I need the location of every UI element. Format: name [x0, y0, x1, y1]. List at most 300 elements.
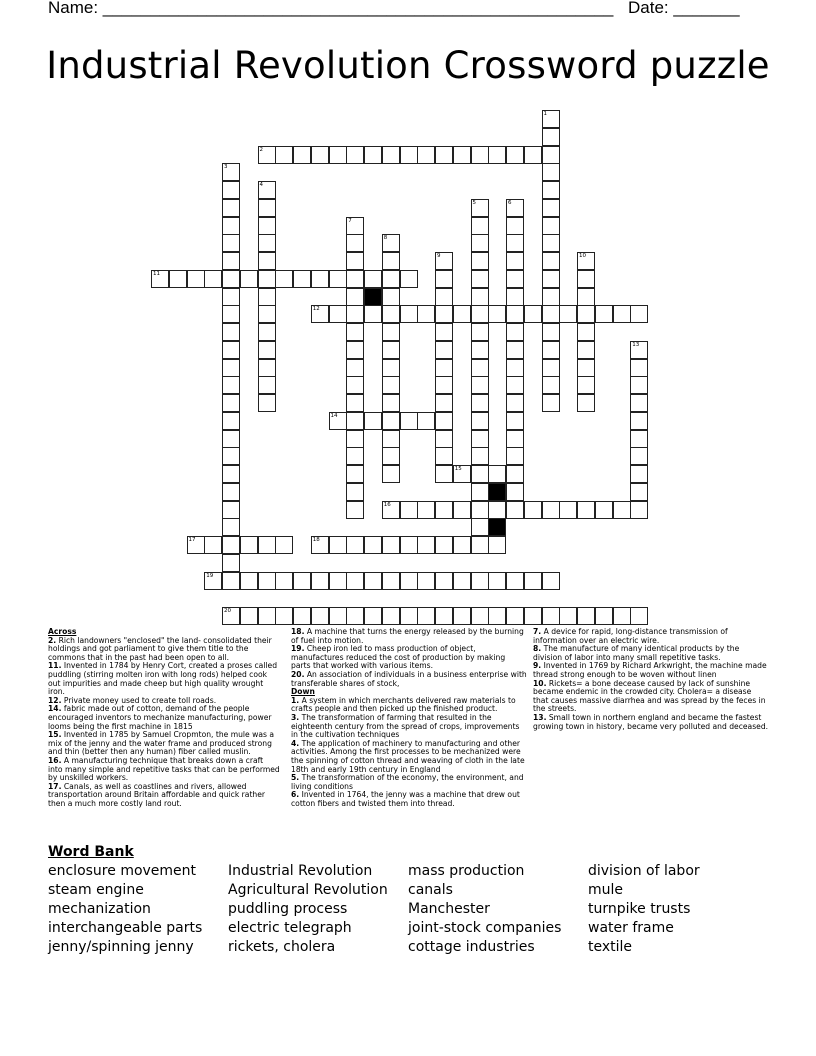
crossword-cell[interactable]: [488, 572, 506, 590]
crossword-cell[interactable]: [382, 607, 400, 625]
across-clue: [48, 757, 280, 783]
crossword-cell[interactable]: [222, 376, 240, 394]
crossword-cell[interactable]: [471, 465, 489, 483]
crossword-cell[interactable]: [542, 270, 560, 288]
crossword-cell[interactable]: [311, 270, 329, 288]
down-clue: [533, 680, 769, 714]
clue-number-11: 11: [153, 270, 160, 277]
crossword-cell[interactable]: [346, 146, 364, 164]
crossword-cell[interactable]: [435, 341, 453, 359]
crossword-cell[interactable]: [488, 607, 506, 625]
crossword-cell[interactable]: [471, 607, 489, 625]
crossword-cell[interactable]: [506, 412, 524, 430]
crossword-cell[interactable]: [258, 394, 276, 412]
crossword-cell[interactable]: [417, 572, 435, 590]
crossword-cell[interactable]: [258, 359, 276, 377]
crossword-cell[interactable]: [240, 536, 258, 554]
crossword-cell[interactable]: [222, 483, 240, 501]
crossword-cell[interactable]: [346, 376, 364, 394]
clue-text: The transformation of farming that resulted in the eighteenth century from the spread of crops, improvements in the cultivation techniques: [291, 712, 520, 740]
crossword-cell[interactable]: [630, 607, 648, 625]
crossword-cell[interactable]: [542, 217, 560, 235]
crossword-cell[interactable]: [364, 607, 382, 625]
crossword-cell[interactable]: [311, 607, 329, 625]
crossword-cell[interactable]: [400, 572, 418, 590]
crossword-cell[interactable]: [506, 288, 524, 306]
date-line[interactable]: Date: _______: [628, 0, 740, 17]
crossword-cell[interactable]: [471, 359, 489, 377]
crossword-cell[interactable]: [346, 252, 364, 270]
crossword-cell[interactable]: [364, 270, 382, 288]
crossword-cell[interactable]: [471, 305, 489, 323]
crossword-cell[interactable]: [222, 341, 240, 359]
crossword-cell[interactable]: [506, 376, 524, 394]
crossword-cell[interactable]: [613, 501, 631, 519]
crossword-cell[interactable]: [417, 412, 435, 430]
crossword-cell[interactable]: [630, 447, 648, 465]
crossword-cell[interactable]: [471, 572, 489, 590]
crossword-cell[interactable]: [346, 501, 364, 519]
crossword-cell[interactable]: [329, 572, 347, 590]
crossword-cell[interactable]: [453, 607, 471, 625]
crossword-cell[interactable]: [630, 501, 648, 519]
clue-number: 11.: [48, 661, 62, 671]
crossword-cell[interactable]: [471, 430, 489, 448]
crossword-cell[interactable]: [595, 501, 613, 519]
clue-number: 2.: [48, 635, 57, 645]
crossword-cell[interactable]: [275, 536, 293, 554]
crossword-cell[interactable]: [222, 412, 240, 430]
clue-number: 17.: [48, 781, 62, 791]
crossword-cell[interactable]: [577, 288, 595, 306]
crossword-cell[interactable]: [382, 146, 400, 164]
crossword-cell[interactable]: [577, 376, 595, 394]
crossword-cell[interactable]: [630, 376, 648, 394]
down-clue: [533, 662, 769, 679]
crossword-cell[interactable]: [329, 536, 347, 554]
crossword-cell[interactable]: [542, 394, 560, 412]
crossword-cell[interactable]: [471, 323, 489, 341]
crossword-cell[interactable]: [435, 305, 453, 323]
crossword-cell[interactable]: [613, 305, 631, 323]
crossword-cell[interactable]: [577, 305, 595, 323]
crossword-cell[interactable]: [258, 536, 276, 554]
crossword-cell[interactable]: [329, 270, 347, 288]
crossword-cell[interactable]: [222, 181, 240, 199]
across-clue: [48, 705, 280, 731]
clue-number-3: 3: [224, 164, 228, 171]
crossword-cell[interactable]: [258, 181, 276, 199]
crossword-cell[interactable]: [346, 217, 364, 235]
crossword-cell[interactable]: [542, 305, 560, 323]
crossword-cell[interactable]: [222, 394, 240, 412]
crossword-cell[interactable]: [222, 518, 240, 536]
clue-number-9: 9: [437, 253, 441, 259]
crossword-cell[interactable]: [435, 412, 453, 430]
crossword-cell[interactable]: [258, 305, 276, 323]
crossword-cell[interactable]: [382, 465, 400, 483]
crossword-cell[interactable]: [506, 217, 524, 235]
crossword-cell[interactable]: [222, 359, 240, 377]
crossword-cell[interactable]: [204, 572, 222, 590]
crossword-cell[interactable]: [453, 305, 471, 323]
crossword-cell[interactable]: [382, 447, 400, 465]
crossword-cell[interactable]: [471, 199, 489, 217]
crossword-cell[interactable]: [542, 234, 560, 252]
crossword-cell[interactable]: [524, 146, 542, 164]
crossword-cell[interactable]: [471, 412, 489, 430]
crossword-cell[interactable]: [435, 288, 453, 306]
crossword-cell[interactable]: [506, 483, 524, 501]
crossword-cell[interactable]: [382, 305, 400, 323]
crossword-cell[interactable]: [488, 305, 506, 323]
crossword-cell[interactable]: [435, 501, 453, 519]
crossword-cell[interactable]: [382, 234, 400, 252]
crossword-cell[interactable]: [435, 465, 453, 483]
crossword-cell[interactable]: [222, 430, 240, 448]
crossword-cell[interactable]: [524, 572, 542, 590]
crossword-cell[interactable]: [506, 359, 524, 377]
down-clue: [533, 645, 769, 662]
crossword-cell[interactable]: [329, 305, 347, 323]
crossword-cell[interactable]: [275, 607, 293, 625]
crossword-cell[interactable]: [329, 607, 347, 625]
crossword-cell[interactable]: [577, 501, 595, 519]
crossword-cell[interactable]: [453, 465, 471, 483]
crossword-cell[interactable]: [559, 501, 577, 519]
crossword-cell[interactable]: [346, 465, 364, 483]
crossword-cell[interactable]: [435, 376, 453, 394]
crossword-cell[interactable]: [275, 146, 293, 164]
crossword-cell[interactable]: [382, 323, 400, 341]
crossword-cell[interactable]: [506, 447, 524, 465]
crossword-cell[interactable]: [222, 536, 240, 554]
crossword-cell[interactable]: [346, 305, 364, 323]
crossword-cell[interactable]: [630, 394, 648, 412]
crossword-cell[interactable]: [435, 359, 453, 377]
crossword-cell[interactable]: [506, 252, 524, 270]
crossword-cell[interactable]: [506, 199, 524, 217]
crossword-cell[interactable]: [311, 305, 329, 323]
crossword-cell[interactable]: [222, 234, 240, 252]
crossword-cell[interactable]: [577, 607, 595, 625]
crossword-cell[interactable]: [346, 447, 364, 465]
crossword-cell[interactable]: [435, 607, 453, 625]
crossword-cell[interactable]: [382, 376, 400, 394]
crossword-cell[interactable]: [506, 305, 524, 323]
crossword-cell[interactable]: [222, 447, 240, 465]
crossword-cell[interactable]: [222, 163, 240, 181]
word-bank-item: water frame: [588, 920, 674, 936]
crossword-cell[interactable]: [187, 270, 205, 288]
crossword-cell[interactable]: [506, 430, 524, 448]
crossword-cell[interactable]: [471, 501, 489, 519]
crossword-cell[interactable]: [346, 359, 364, 377]
crossword-cell[interactable]: [435, 323, 453, 341]
crossword-cell[interactable]: [542, 607, 560, 625]
crossword-cell[interactable]: [346, 270, 364, 288]
crossword-cell[interactable]: [417, 146, 435, 164]
crossword-cell[interactable]: [542, 199, 560, 217]
crossword-cell[interactable]: [435, 270, 453, 288]
crossword-cell[interactable]: [222, 607, 240, 625]
crossword-cell[interactable]: [595, 607, 613, 625]
crossword-cell[interactable]: [400, 305, 418, 323]
crossword-cell[interactable]: [346, 394, 364, 412]
crossword-cell[interactable]: [222, 572, 240, 590]
crossword-cell[interactable]: [506, 234, 524, 252]
crossword-cell[interactable]: [524, 607, 542, 625]
crossword-cell[interactable]: [542, 252, 560, 270]
crossword-cell[interactable]: [311, 146, 329, 164]
crossword-cell[interactable]: [542, 128, 560, 146]
crossword-cell[interactable]: [542, 110, 560, 128]
crossword-cell[interactable]: [577, 252, 595, 270]
crossword-cell[interactable]: [240, 270, 258, 288]
crossword-cell[interactable]: [453, 536, 471, 554]
crossword-cell[interactable]: [346, 288, 364, 306]
crossword-cell[interactable]: [222, 554, 240, 572]
crossword-cell[interactable]: [364, 146, 382, 164]
word-bank-item: Industrial Revolution: [228, 863, 373, 879]
crossword-cell[interactable]: [382, 288, 400, 306]
clue-number: 8.: [533, 644, 542, 654]
crossword-cell[interactable]: [222, 465, 240, 483]
crossword-cell[interactable]: [506, 270, 524, 288]
crossword-cell[interactable]: [488, 146, 506, 164]
crossword-cell[interactable]: [382, 536, 400, 554]
crossword-cell[interactable]: [187, 536, 205, 554]
crossword-cell[interactable]: [346, 323, 364, 341]
crossword-cell[interactable]: [346, 536, 364, 554]
crossword-cell[interactable]: [524, 305, 542, 323]
crossword-cell[interactable]: [488, 465, 506, 483]
crossword-cell[interactable]: [453, 501, 471, 519]
crossword-cell[interactable]: [471, 217, 489, 235]
crossword-cell[interactable]: [382, 501, 400, 519]
crossword-cell[interactable]: [258, 234, 276, 252]
clue-number: 5.: [291, 773, 300, 783]
crossword-cell[interactable]: [258, 146, 276, 164]
crossword-cell[interactable]: [382, 412, 400, 430]
crossword-cell[interactable]: [417, 305, 435, 323]
crossword-cell[interactable]: [577, 394, 595, 412]
crossword-cell[interactable]: [346, 430, 364, 448]
crossword-cell[interactable]: [382, 394, 400, 412]
crossword-cell[interactable]: [613, 607, 631, 625]
crossword-cell[interactable]: [400, 607, 418, 625]
crossword-cell[interactable]: [293, 270, 311, 288]
crossword-cell[interactable]: [506, 465, 524, 483]
crossword-cell[interactable]: [222, 501, 240, 519]
crossword-cell[interactable]: [258, 341, 276, 359]
crossword-cell[interactable]: [542, 572, 560, 590]
crossword-cell[interactable]: [222, 270, 240, 288]
crossword-cell[interactable]: [542, 501, 560, 519]
crossword-cell[interactable]: [364, 536, 382, 554]
crossword-cell[interactable]: [329, 146, 347, 164]
clue-text: Private money used to create toll roads.: [61, 695, 217, 705]
crossword-cell[interactable]: [204, 270, 222, 288]
crossword-cell[interactable]: [435, 146, 453, 164]
crossword-cell[interactable]: [329, 412, 347, 430]
crossword-cell[interactable]: [435, 536, 453, 554]
crossword-cell[interactable]: [488, 501, 506, 519]
crossword-cell[interactable]: [506, 394, 524, 412]
crossword-cell[interactable]: [417, 607, 435, 625]
crossword-cell[interactable]: [417, 501, 435, 519]
crossword-cell[interactable]: [559, 607, 577, 625]
crossword-cell[interactable]: [258, 607, 276, 625]
crossword-cell[interactable]: [630, 341, 648, 359]
crossword-cell[interactable]: [471, 341, 489, 359]
crossword-cell[interactable]: [471, 518, 489, 536]
crossword-cell[interactable]: [630, 359, 648, 377]
crossword-cell[interactable]: [346, 607, 364, 625]
crossword-cell[interactable]: [400, 501, 418, 519]
clue-number: 13.: [533, 712, 547, 722]
clue-column-1: [48, 628, 280, 808]
crossword-cell[interactable]: [435, 430, 453, 448]
crossword-cell[interactable]: [453, 146, 471, 164]
crossword-cell[interactable]: [346, 234, 364, 252]
word-bank-item: steam engine: [48, 882, 144, 898]
crossword-cell[interactable]: [506, 341, 524, 359]
crossword-cell[interactable]: [364, 572, 382, 590]
crossword-cell[interactable]: [488, 536, 506, 554]
crossword-cell[interactable]: [222, 199, 240, 217]
crossword-cell[interactable]: [506, 572, 524, 590]
crossword-cell[interactable]: [435, 252, 453, 270]
crossword-cell[interactable]: [577, 341, 595, 359]
name-line[interactable]: Name: ______________________________________________________: [48, 0, 614, 17]
crossword-cell[interactable]: [595, 305, 613, 323]
crossword-cell[interactable]: [542, 323, 560, 341]
crossword-cell[interactable]: [471, 252, 489, 270]
crossword-cell[interactable]: [542, 288, 560, 306]
crossword-cell[interactable]: [222, 217, 240, 235]
crossword-cell[interactable]: [311, 572, 329, 590]
crossword-cell[interactable]: [524, 501, 542, 519]
crossword-cell[interactable]: [453, 572, 471, 590]
crossword-cell[interactable]: [506, 146, 524, 164]
crossword-cell[interactable]: [382, 359, 400, 377]
crossword-cell[interactable]: [222, 323, 240, 341]
crossword-cell[interactable]: [222, 288, 240, 306]
crossword-cell[interactable]: [382, 572, 400, 590]
crossword-cell[interactable]: [169, 270, 187, 288]
crossword-cell[interactable]: [382, 430, 400, 448]
crossword-cell[interactable]: [240, 572, 258, 590]
clue-text: Invented in 1764, the jenny was a machine that drew out cotton fibers and twisted them into thread.: [291, 790, 520, 808]
down-clue: [291, 740, 527, 774]
crossword-cell[interactable]: [258, 217, 276, 235]
clue-number: 19.: [291, 644, 305, 654]
crossword-cell[interactable]: [542, 163, 560, 181]
crossword-cell[interactable]: [222, 305, 240, 323]
crossword-cell[interactable]: [506, 607, 524, 625]
crossword-cell[interactable]: [542, 359, 560, 377]
crossword-cell[interactable]: [258, 199, 276, 217]
crossword-cell[interactable]: [311, 536, 329, 554]
crossword-cell[interactable]: [471, 536, 489, 554]
crossword-cell[interactable]: [506, 501, 524, 519]
crossword-cell[interactable]: [382, 252, 400, 270]
crossword-cell[interactable]: [346, 341, 364, 359]
crossword-cell[interactable]: [293, 146, 311, 164]
crossword-cell[interactable]: [204, 536, 222, 554]
crossword-cell[interactable]: [471, 288, 489, 306]
crossword-cell[interactable]: [542, 376, 560, 394]
crossword-cell[interactable]: [382, 341, 400, 359]
crossword-cell[interactable]: [222, 252, 240, 270]
crossword-block: [488, 483, 506, 501]
crossword-cell[interactable]: [630, 430, 648, 448]
crossword-cell[interactable]: [293, 572, 311, 590]
crossword-cell[interactable]: [400, 146, 418, 164]
crossword-cell[interactable]: [506, 323, 524, 341]
crossword-cell[interactable]: [435, 572, 453, 590]
crossword-cell[interactable]: [346, 572, 364, 590]
crossword-cell[interactable]: [346, 483, 364, 501]
clue-number: 15.: [48, 730, 62, 740]
crossword-cell[interactable]: [542, 146, 560, 164]
crossword-cell[interactable]: [471, 234, 489, 252]
crossword-cell[interactable]: [346, 412, 364, 430]
crossword-cell[interactable]: [471, 376, 489, 394]
crossword-cell[interactable]: [577, 270, 595, 288]
crossword-cell[interactable]: [417, 536, 435, 554]
crossword-cell[interactable]: [435, 394, 453, 412]
crossword-cell[interactable]: [471, 146, 489, 164]
crossword-cell[interactable]: [471, 483, 489, 501]
crossword-cell[interactable]: [258, 572, 276, 590]
crossword-cell[interactable]: [258, 323, 276, 341]
crossword-cell[interactable]: [275, 270, 293, 288]
crossword-cell[interactable]: [471, 447, 489, 465]
clue-number-16: 16: [383, 501, 391, 508]
crossword-cell[interactable]: [630, 412, 648, 430]
crossword-cell[interactable]: [258, 288, 276, 306]
crossword-cell[interactable]: [542, 341, 560, 359]
crossword-cell[interactable]: [630, 305, 648, 323]
crossword-cell[interactable]: [275, 572, 293, 590]
crossword-cell[interactable]: [240, 607, 258, 625]
crossword-cell[interactable]: [293, 607, 311, 625]
crossword-cell[interactable]: [400, 536, 418, 554]
crossword-cell[interactable]: [382, 270, 400, 288]
crossword-cell[interactable]: [630, 465, 648, 483]
crossword-cell[interactable]: [471, 394, 489, 412]
clue-text: A machine that turns the energy released by the burning of fuel into motion.: [291, 627, 524, 645]
crossword-cell[interactable]: [258, 252, 276, 270]
crossword-cell[interactable]: [258, 270, 276, 288]
crossword-cell[interactable]: [364, 412, 382, 430]
crossword-cell[interactable]: [364, 305, 382, 323]
crossword-cell[interactable]: [577, 359, 595, 377]
crossword-cell[interactable]: [577, 323, 595, 341]
crossword-cell[interactable]: [559, 305, 577, 323]
crossword-cell[interactable]: [258, 376, 276, 394]
crossword-cell[interactable]: [542, 181, 560, 199]
crossword-cell[interactable]: [400, 412, 418, 430]
crossword-cell[interactable]: [151, 270, 169, 288]
crossword-cell[interactable]: [630, 483, 648, 501]
clue-number-19: 19: [206, 572, 214, 579]
crossword-cell[interactable]: [400, 270, 418, 288]
crossword-cell[interactable]: [435, 447, 453, 465]
crossword-cell[interactable]: [471, 270, 489, 288]
